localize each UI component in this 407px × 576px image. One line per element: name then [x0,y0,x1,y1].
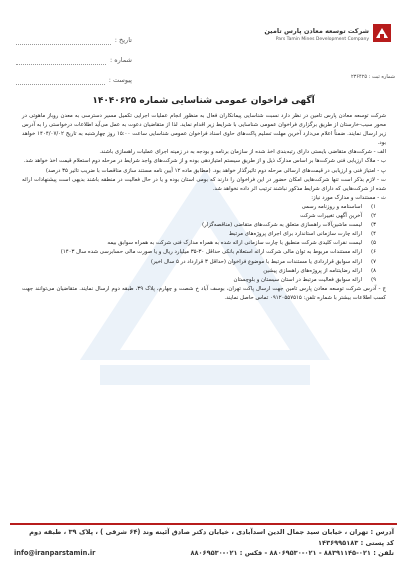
footer-phone: تلفن : ۰۲۱-۸۸۳۹۱۱۴۵ - ۰۲۱-۸۸۰۶۹۵۳۰ - فکس : ۰۲۱-۸۸۰۶۹۵۳۰ [190,549,394,557]
list-item: ۸) ارائه رضایتنامه از پروژه‌های راهسازی پیشین [263,267,376,274]
clause-e: ث - مستندات و مدارک مورد نیاز: [311,194,386,201]
footer-address: آدرس : تهران ، خیابان سید جمال الدین اسدآبادی ، خیابان دکتر صادق آئینه وند (۶۴ شرقی ) ، پلاک ۳۹ ، طبقه دوم [29,528,394,536]
letter-meta [12,30,132,90]
list-item: ۹) ارائه سوابق فعالیت مرتبط در استان سیستان و بلوچستان [233,276,376,283]
clause-d: ت - لازم بذکر است تنها شرکت‌هایی امکان حضور در این فراخوان را دارند که بومی استان بوده و یا در حال فعالیت در منطقه باشند بدیهی است پیشنهادات ارائه شده از شرکت‌هایی که دارای شرایط مذکور نباشند ترتیب اثر داده نخواهد شد. [22,176,386,192]
list-item: ۱) اساسنامه و روزنامه رسمی [301,203,376,210]
letter-footer [14,527,394,559]
company-logo-icon [373,24,391,42]
clause-f: ج - آدرس شرکت توسعه معادن پارس تامین جهت ارسال پاکت تهران، بوسف آباد خ شصت و چهارم، پلاک ۳۹، طبقه دوم ارسال نمایند. متقاضیان می‌توانند جهت کسب اطلاعات بیشتر با شماره تلفن: ۰۹۱۲۰۵۵۷۵۱۵ تماس حاصل نمایند. [22,285,386,301]
attachment-label: پیوست : [108,76,132,84]
clause-c: پ - امتیاز فنی و ارزیابی در قیمت‌های ارسالی مرحله دوم تاثیرگذار خواهد بود. (مطابق ماده ۱۲ آیین نامه مستند سازی مناقصات با ضریب تاثیر ۳۵ درصد) [45,167,386,174]
footer-email[interactable]: info@iranparstamin.ir [14,549,96,557]
announcement-title: آگهی فراخوان عمومی شناسایی شماره ۱۴۰۴۰۶۲۵ [92,96,315,106]
intro-paragraph: شرکت توسعه معادن پارس تامین در نظر دارد نسبت شناسایی پیمانکاران فعال به منظور انجام عملیات اجرایی تکمیل مسیر دسترسی به معدن روباز ماهوتی در محور سیب-خارستان از طریق برگزاری فراخوان عمومی شناسایی با شرایط زیر اقدام نماید. لذا از متقاضیان دعوت به عمل می‌آید اطلاعات درخواستی را به آدرس زیر ارسال نمایند. ضمناً اعلام می‌دارد آخرین مهلت تسلیم پاکت‌های حاوی اسناد فراخوان عمومی شناسایی ساعت ۱۵:۰۰ روز چهارشنبه به تاریخ ۱۴۰۴/۰۷/۰۲ خواهد بود. [22,113,386,147]
number-label: شماره : [110,56,132,64]
number-field [12,50,132,70]
list-item: ۶) ارائه مستندات مربوط به توان مالی شرکت ارائه استعلام بانکی حداقل ۳۰-۳۵ میلیارد ریال و یا صورت مالی حسابرسی شده سال ۱۴۰۳) [60,249,376,256]
registration-number: شماره ثبت : ۲۳۶۴۲۵ [350,74,395,80]
footer-contact-row [14,548,394,559]
list-item: ۷) ارائه سوابق قراردادی یا مستندات مرتبط با موضوع فراخوان (حداقل ۳ قرارداد در ۵ سال اخیر) [150,258,376,265]
footer-divider [10,523,397,525]
list-item: ۵) لیست نفرات کلیدی شرکت منطبق با چارت سازمانی ارائه شده به همراه مدارک فنی شرکت به همراه سوابق بیمه [107,240,376,247]
company-name-en: Pars Tamin Mines Development Company [275,37,369,42]
clause-a: الف - شرکت‌های متقاضی بایستی دارای رتبه‌بندی اخذ شده از سازمان برنامه و بودجه به در زمینه اجرای عملیات راهسازی باشند. [99,149,386,156]
list-item: ۲) آخرین آگهی تغییرات شرکت [300,213,376,220]
footer-postal-code: کد پستی : ۱۴۳۶۹۹۵۱۸۳ [318,538,394,547]
required-documents-list [22,203,386,285]
date-field [12,30,132,50]
clause-b: ب - ملاک ارزیابی فنی شرکت‌ها بر اساس مدارک ذیل و از طریق سیستم امتیازدهی بوده و از شرکت‌های واجد شرایط در مرحله دوم استعلام قیمت اخذ خواهد شد. [23,158,386,165]
company-name-fa: شرکت توسعه معادن پارس تامین [264,27,369,35]
attachment-field [12,70,132,90]
list-item: ۳) لیست ماشین‌آلات راهسازی متعلق به شرکت‌های متقاضی (مناقصه‌گزار) [202,222,376,229]
list-item: ۴) ارائه چارت سازمانی استاندارد برای اجرای پروژه‌های مرتبط [228,231,376,238]
announcement-body [22,112,386,303]
date-label: تاریخ : [114,36,132,44]
